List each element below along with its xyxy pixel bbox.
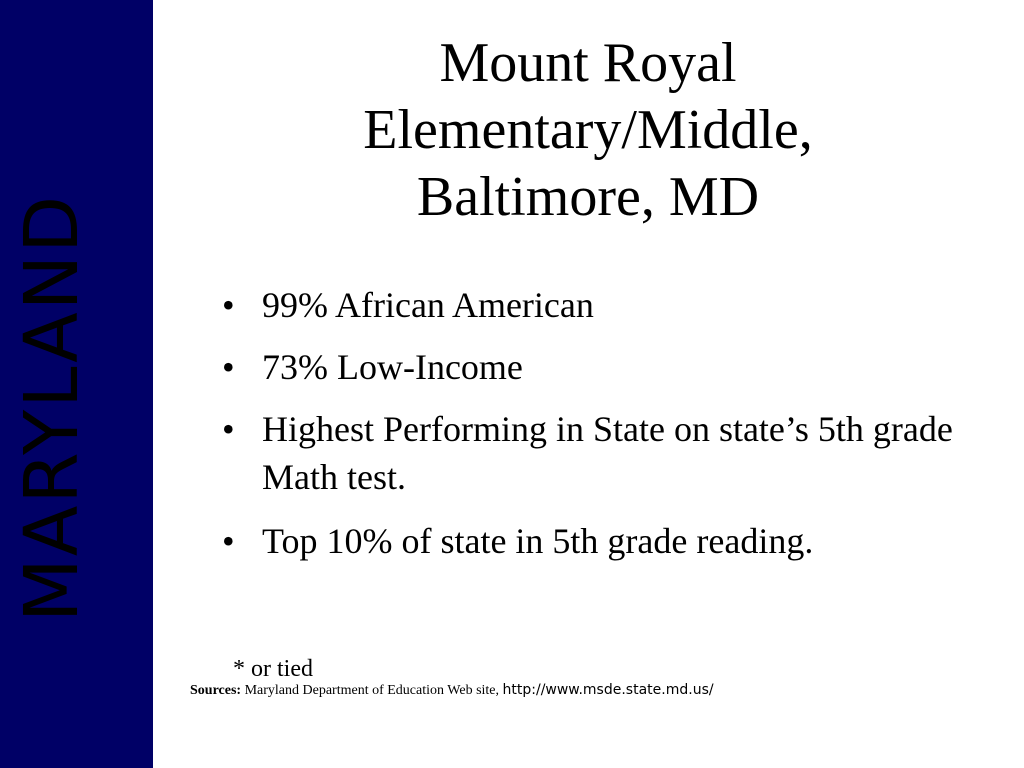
bullet-text: Highest Performing in State on state’s 5th grade Math test. xyxy=(262,409,953,497)
bullet-symbol: • xyxy=(222,285,235,325)
bullet-symbol: • xyxy=(222,409,235,449)
list-item xyxy=(222,517,962,565)
bullet-symbol: • xyxy=(222,521,235,561)
bullet-text: Top 10% of state in 5th grade reading. xyxy=(262,521,814,561)
title-line-3: Baltimore, MD xyxy=(416,166,760,228)
bullet-symbol: • xyxy=(222,347,235,387)
title-line-1: Mount Royal xyxy=(439,32,737,94)
sources-url-link[interactable]: http://www.msde.state.md.us/ xyxy=(502,682,714,698)
sources-line xyxy=(190,681,714,700)
footnote: * or tied xyxy=(233,656,313,682)
bullet-text: 99% African American xyxy=(262,285,594,325)
sidebar-band xyxy=(0,0,153,768)
title-line-2: Elementary/Middle, xyxy=(363,99,813,161)
slide-title xyxy=(300,30,876,231)
sources-text: Maryland Department of Education Web site, xyxy=(244,683,500,698)
bullet-text: 73% Low-Income xyxy=(262,347,523,387)
bullet-list xyxy=(222,281,962,579)
sidebar-label: MARYLAND xyxy=(9,193,95,623)
list-item xyxy=(222,405,962,501)
list-item xyxy=(222,343,962,391)
sources-label: Sources: xyxy=(190,683,242,698)
list-item xyxy=(222,281,962,329)
